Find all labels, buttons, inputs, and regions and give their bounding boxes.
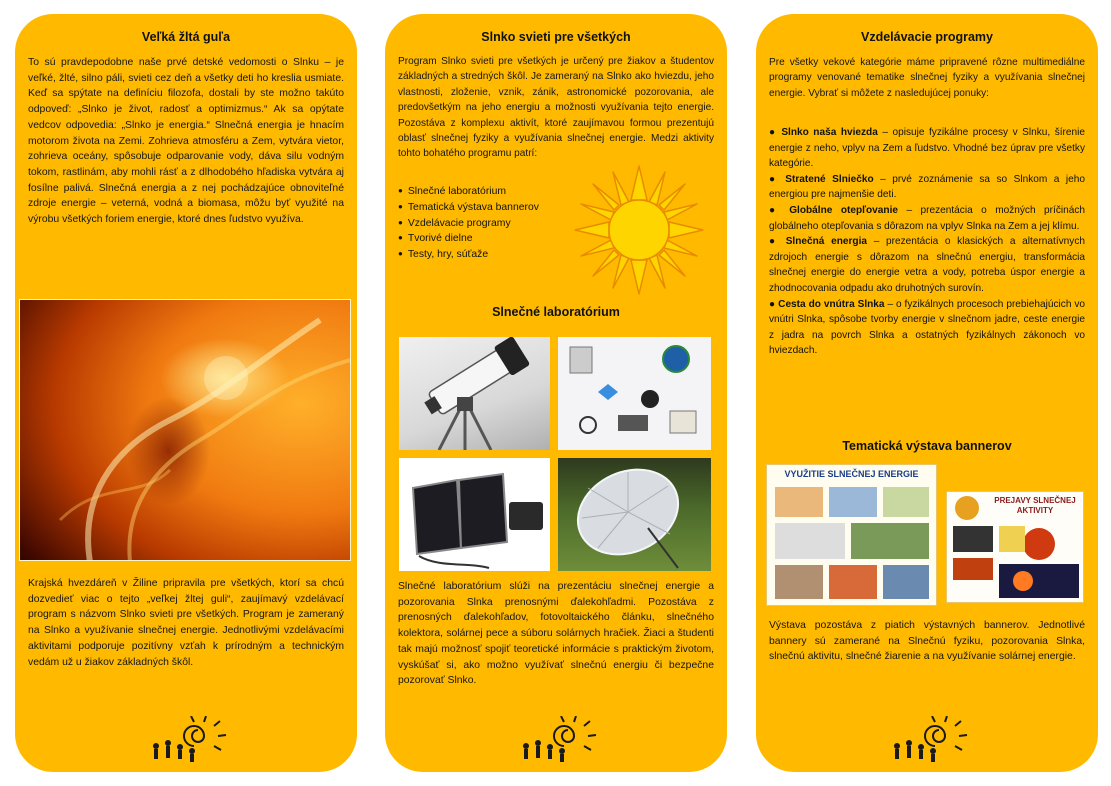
list-item: ● Slnečné laboratórium <box>398 184 539 200</box>
sun-logo-icon <box>506 716 606 766</box>
program-desc: – opisuje fyzikálne procesy v Slnku, šírenie energie z neho, vplyv na Zem a ľudstvo. Vhodné bez úprav pre všetky kategórie. <box>769 127 1085 170</box>
banner-title: VYUŽITIE SLNEČNEJ ENERGIE <box>784 469 919 479</box>
program-name: Globálne otepľovanie <box>789 204 898 216</box>
program-desc: – prvé zoznámenie sa so Slnkom a jeho energiou pre najmenšie deti. <box>769 173 1085 201</box>
lab-paragraph: Slnečné laboratórium slúži na prezentáciu slnečnej energie a pozorovania Slnka prenosnými ďalekohľadmi. Pozostáva z prenosných ďalekohľadov, fotovoltaického článku, slnečného kolektora, solárnej pece a súboru solárnych hračiek. Žiaci a študenti tak majú možnosť spojiť teoretické informácie s praktickým životom, vyskúšať si, ako možno využívať slnečnú energiu či bezpečne pozorovať Slnko. <box>398 581 714 687</box>
list-item: ● Slnečná energia – prezentácia o klasických a alternatívnych zdrojoch energie s dôrazom na slnečnú energiu, transformácia slnečnej energie do energie vetra a vody, potreba úspor energie a zhodnocovania odpadu ako druhotných surovín. <box>769 236 1086 294</box>
solar-panel-icon <box>399 458 550 571</box>
lab-title: Slnečné laboratórium <box>492 305 620 319</box>
banner-title: PREJAVY SLNEČNEJ AKTIVITY <box>994 496 1076 515</box>
list-item: ● Cesta do vnútra Slnka – o fyzikálnych procesoch prebiehajúcich vo vnútri Slnka, spôsobe tvorby energie v slnečnom jadre, ceste energie z jadra na povrch Slnka a ostatných fyzikálnych zákonoch vo hviezdach. <box>769 298 1086 357</box>
list-item: ● Globálne otepľovanie – prezentácia o možných príčinách globálneho otepľovania s dôrazom na vplyv Slnka na Zem a jej klímu. <box>769 204 1085 232</box>
list-item: ● Testy, hry, súťaže <box>398 247 539 263</box>
telescope-icon <box>399 337 550 450</box>
solar-toys-photo <box>558 337 711 450</box>
program-desc: – prezentácia o možných príčinách globálneho otepľovania s dôrazom na vplyv Slnka na Zem a jej klímu. <box>769 204 1085 232</box>
list-item: ● Tematická výstava bannerov <box>398 200 539 216</box>
program-name: Stratené Slniečko <box>785 173 874 185</box>
panel-program <box>385 14 727 772</box>
activities-list <box>398 184 539 263</box>
solar-panel-photo <box>399 458 550 571</box>
solar-prominence-icon <box>20 300 351 561</box>
sun-illustration-icon <box>573 164 705 296</box>
program-desc: – prezentácia o klasických a alternatívnych zdrojoch energie s dôrazom na slnečnú energiu, transformácia slnečnej energie do energie vetra a vody, potreba úspor energie a zhodnocovania odpadu ako druhotných surovín. <box>769 236 1086 294</box>
list-item: ● Stratené Slniečko – prvé zoznámenie sa so Slnkom a jeho energiou pre najmenšie deti. <box>769 173 1085 201</box>
programs-list <box>769 125 1085 359</box>
panel-title: Veľká žltá guľa <box>141 30 231 44</box>
list-item: ● Tvorivé dielne <box>398 231 539 247</box>
solar-cooker-photo <box>558 458 711 571</box>
education-intro: Pre všetky vekové kategórie máme pripravené rôzne multimediálne programy venované tematike slnečnej fyziky a využívania slnečnej energie. Vybrať si môžete z nasledujúcej ponuky: <box>769 57 1085 99</box>
solar-cooker-icon <box>558 458 711 571</box>
banner-solar-energy <box>766 464 937 606</box>
panel-education <box>756 14 1098 772</box>
banner-solar-activity <box>946 491 1084 603</box>
intro-paragraph: To sú pravdepodobne naše prvé detské vedomosti o Slnku – je veľké, žlté, silno páli, svieti cez deň a všetky deti ho kreslia usmiate. Keď sa spýtate na definíciu filozofa, dostali by ste možno takúto odpoveď: „Slnko je život, radosť a optimizmus.“ Ak sa opýtate vedcov odpovedia: „Slnko je energia.“ Slnečná energia je hnacím motorom života na Zemi. Zohrieva atmosféru a Zem, vytvára vietor, zohrieva oceány, spôsobuje odparovanie vody, dáva silu vodným tokom, rastlinám, aby mohli rásť a z dlhodobého hľadiska vytvára aj fosílne palivá. Slnečná energia a z nej pochádzajúce obnoviteľné zdroje energie – veterná, vodná a biomasa, môžu byť využité na výrobu všetkých foriem energie, ktoré dnes ľudstvo využíva. <box>28 57 344 226</box>
sun-flare-photo <box>19 299 351 561</box>
solar-toys-icon <box>558 337 711 450</box>
program-name: Cesta do vnútra Slnka <box>778 298 885 310</box>
list-item: ● Slnko naša hviezda – opisuje fyzikálne procesy v Slnku, šírenie energie z neho, vplyv na Zem a ľudstvo. Vhodné bez úprav pre všetky kategórie. <box>769 127 1085 170</box>
panel-title: Slnko svieti pre všetkých <box>481 30 631 44</box>
program-description: Program Slnko svieti pre všetkých je určený pre žiakov a študentov základných a stredných škôl. Je zameraný na Slnko ako hviezdu, jeho vlastnosti, zloženie, vznik, zánik, astronomické pozorovania, ale predovšetkým na jeho energiu a možnosti využívania tejto energie. Pozostáva z komplexu aktivít, ktoré zaujímavou formou prezentujú oblasť slnečnej fyziky a využívania slnečnej energie. Medzi aktivity tohto bohatého programu patrí: <box>398 56 714 160</box>
sun-logo-icon <box>136 716 236 766</box>
sun-logo-icon <box>877 716 977 766</box>
exhibit-title: Tematická výstava bannerov <box>842 439 1012 453</box>
panel-intro <box>15 14 357 772</box>
program-desc: – o fyzikálnych procesoch prebiehajúcich vo vnútri Slnka, spôsobe tvorby energie v slnečnom jadre, ceste energie z jadra na povrch Slnka a ostatných fyzikálnych zákonoch vo hviezdach. <box>769 298 1086 357</box>
telescope-photo <box>399 337 550 450</box>
program-name: Slnko naša hviezda <box>781 127 878 138</box>
program-paragraph: Krajská hvezdáreň v Žiline pripravila pre všetkých, ktorí sa chcú dozvedieť viac o tejto „veľkej žltej guli“, zaujímavý vzdelávací program s názvom Slnko svieti pre všetkých. Program je zameraný na Slnko a využívanie slnečnej energie. Jednotlivými vzdelávacími aktivitami podporuje pozitívny vzťah k prírodným a technickým vedám už u žiakov základných škôl. <box>28 578 344 668</box>
exhibit-paragraph: Výstava pozostáva z piatich výstavných bannerov. Jednotlivé bannery sú zamerané na Slnečnú fyziku, pozorovania Slnka, slnečnú aktivitu, slnečné žiarenie a na využívanie solárnej energie. <box>769 620 1085 663</box>
list-item: ● Vzdelávacie programy <box>398 216 539 232</box>
panel-title: Vzdelávacie programy <box>860 30 993 44</box>
banner-graphics-icon <box>767 465 937 606</box>
program-name: Slnečná energia <box>785 236 867 248</box>
